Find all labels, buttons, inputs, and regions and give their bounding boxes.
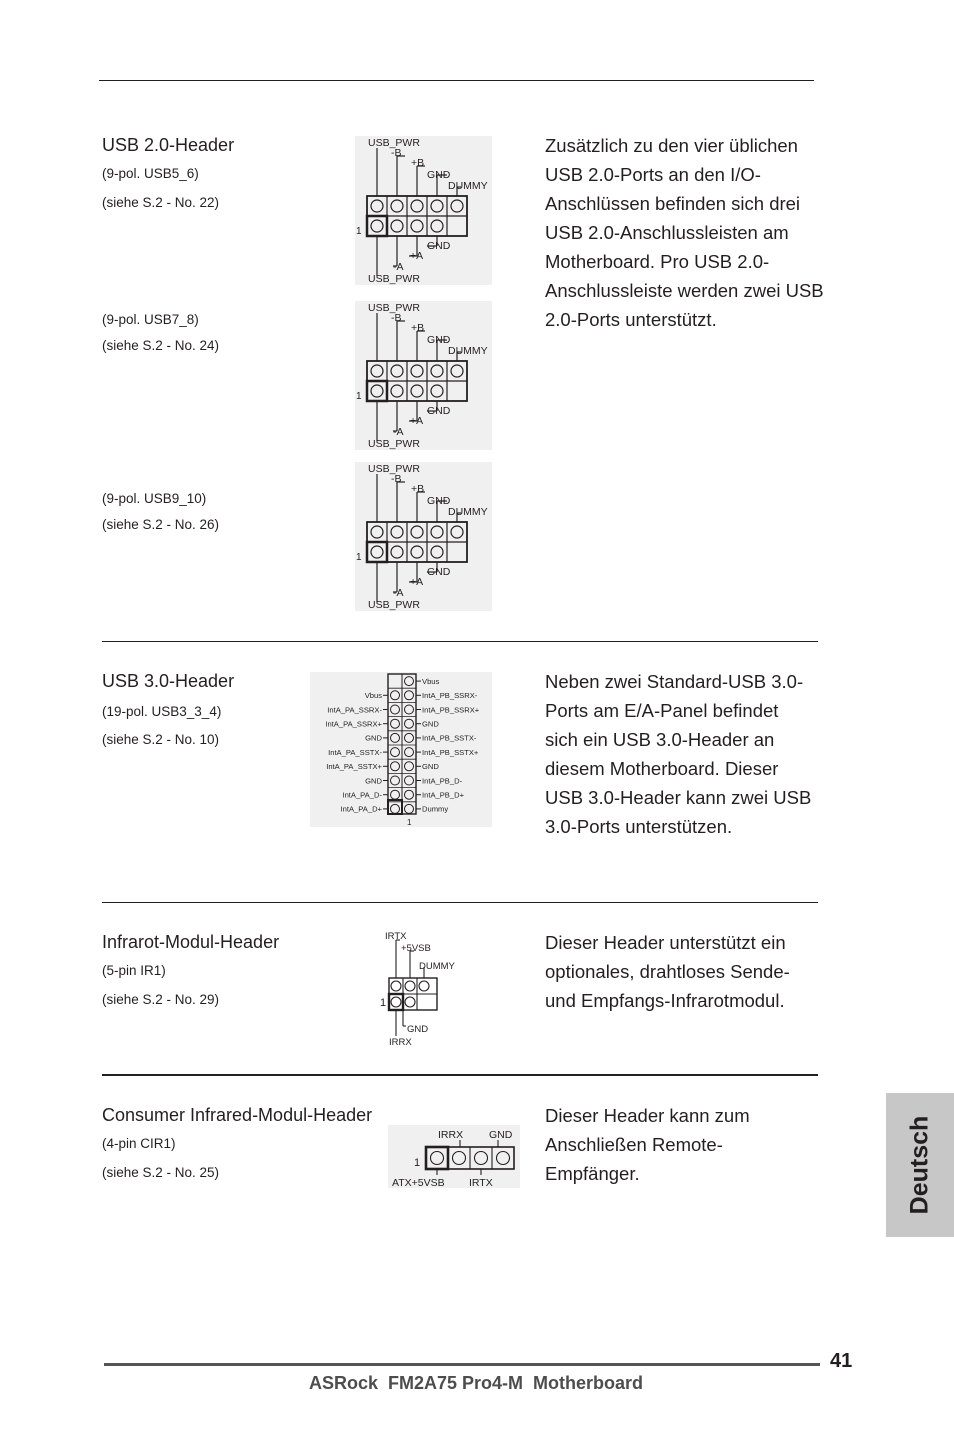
usb3-left-label-2: IntA_PA_SSRX-	[327, 705, 382, 715]
usb2-ref-3: (siehe S.2 - No. 26)	[102, 517, 220, 532]
dummy-label: DUMMY	[448, 345, 488, 357]
pin1-label: 1	[356, 391, 362, 402]
usb3-right-label-9: IntA_PB_D+	[422, 790, 465, 800]
gnd-bottom-label: GND	[427, 566, 451, 578]
usb3-right-label-6: IntA_PB_SSTX+	[422, 747, 479, 757]
plus-b-label: +B	[411, 322, 425, 334]
plus-b-label: +B	[411, 157, 425, 169]
ir-dummy-label: DUMMY	[419, 961, 455, 972]
cir-pin1-label: 1	[414, 1157, 421, 1169]
plus-a-label: +A	[410, 576, 424, 588]
usb3-pinout-diagram	[310, 672, 492, 827]
usb3-pin1-label: 1	[407, 818, 412, 827]
usb3-right-label-4: GND	[422, 719, 439, 729]
usb3-left-label-9: IntA_PA_D+	[340, 804, 382, 814]
minus-a-label: -A	[393, 261, 404, 273]
usb3-pin-left-2	[391, 705, 400, 714]
gnd-top-label: GND	[427, 169, 451, 181]
minus-b-label: -B	[391, 147, 402, 159]
cir-ref: (siehe S.2 - No. 25)	[102, 1165, 220, 1180]
cir-pinout-diagram	[388, 1125, 520, 1188]
usb3-left-label-5: IntA_PA_SSTX-	[328, 747, 382, 757]
usb2-ref-2: (siehe S.2 - No. 24)	[102, 338, 220, 353]
usb3-pin-left-6	[391, 762, 400, 771]
plus-a-label: +A	[410, 250, 424, 262]
pin1-label: 1	[356, 226, 362, 237]
usb3-pin-left-7	[391, 776, 400, 785]
ir-description: Dieser Header unterstützt ein optionales, drahtloses Sende- und Empfangs-Infrarotmodul.	[545, 932, 790, 1011]
usb3-pin-right-9	[405, 790, 414, 799]
ir-irtx-label: IRTX	[385, 931, 407, 942]
usb-pwr-bottom-label: USB_PWR	[368, 438, 420, 450]
usb3-right-label-8: IntA_PB_D-	[422, 776, 463, 786]
usb3-pin-left-8	[391, 790, 400, 799]
cir-irtx-label: IRTX	[469, 1177, 493, 1188]
gnd-bottom-label: GND	[427, 405, 451, 417]
usb3-right-label-7: GND	[422, 762, 439, 772]
ir-pinout-diagram	[376, 930, 470, 1048]
cir-description: Dieser Header kann zum Anschließen Remote-Empfänger.	[545, 1105, 750, 1184]
usb-pwr-bottom-label: USB_PWR	[368, 273, 420, 285]
usb3-pin-left-1	[391, 691, 400, 700]
usb3-right-label-3: IntA_PB_SSRX+	[422, 705, 480, 715]
usb3-pin-left-4	[391, 733, 400, 742]
ir-irrx-label: IRRX	[389, 1037, 412, 1048]
usb3-pin-right-10	[405, 804, 414, 813]
usb2-pins-2: (9-pol. USB7_8)	[102, 312, 199, 327]
usb3-pin-left-9	[391, 804, 400, 813]
usb3-left-label-7: GND	[365, 776, 382, 786]
usb3-pin-right-5	[405, 733, 414, 742]
dummy-label: DUMMY	[448, 506, 488, 518]
plus-a-label: +A	[410, 415, 424, 427]
divider-2	[102, 902, 818, 903]
minus-a-label: -A	[393, 426, 404, 438]
gnd-top-label: GND	[427, 334, 451, 346]
usb3-ref: (siehe S.2 - No. 10)	[102, 732, 220, 747]
top-rule	[99, 80, 814, 81]
divider-3	[102, 1074, 818, 1076]
footer-product: ASRock FM2A75 Pro4-M Motherboard	[308, 1373, 644, 1393]
plus-b-label: +B	[411, 483, 425, 495]
usb-pwr-bottom-label: USB_PWR	[368, 599, 420, 611]
usb3-pin-left-3	[391, 719, 400, 728]
usb3-right-label-1: Vbus	[422, 676, 440, 686]
usb3-pin-right-8	[405, 776, 414, 785]
dummy-label: DUMMY	[448, 180, 488, 192]
usb-pwr-top-label: USB_PWR	[368, 302, 420, 314]
usb3-left-label-8: IntA_PA_D-	[342, 790, 382, 800]
usb3-description: Neben zwei Standard-USB 3.0-Ports am E/A-Panel befindet sich ein USB 3.0-Header an diesem Motherboard. Dieser USB 3.0-Header kann zwei USB 3.0-Ports unterstützen.	[545, 671, 812, 837]
usb2-pinout-diagram-2	[355, 301, 492, 450]
ir-pins: (5-pin IR1)	[102, 963, 166, 978]
usb3-pin-left-5	[391, 748, 400, 757]
cir-irrx-label: IRRX	[438, 1129, 464, 1141]
ir-pin1-label: 1	[380, 997, 387, 1009]
usb2-description: Zusätzlich zu den vier üblichen USB 2.0-Ports an den I/O-Anschlüssen befinden sich drei USB 2.0-Anschlussleisten am Motherboard. Pro USB 2.0-Anschlussleiste werden zwei USB 2.0-Ports unterstützt.	[545, 135, 824, 330]
cir-title: Consumer Infrared-Modul-Header	[102, 1105, 373, 1125]
usb2-ref-1: (siehe S.2 - No. 22)	[102, 195, 220, 210]
usb-pwr-top-label: USB_PWR	[368, 137, 420, 149]
usb3-left-label-3: IntA_PA_SSRX+	[325, 719, 382, 729]
gnd-bottom-label: GND	[427, 240, 451, 252]
language-tab-label: Deutsch	[905, 1115, 934, 1215]
usb3-pin-right-1	[405, 677, 414, 686]
usb3-right-label-10: Dummy	[422, 804, 449, 814]
ir-title: Infrarot-Modul-Header	[102, 932, 280, 952]
usb3-pin-right-7	[405, 762, 414, 771]
page-number: 41	[830, 1350, 853, 1372]
usb3-title: USB 3.0-Header	[102, 671, 235, 691]
usb3-pins: (19-pol. USB3_3_4)	[102, 704, 222, 719]
ir-ref: (siehe S.2 - No. 29)	[102, 992, 220, 1007]
footer-rule	[104, 1363, 820, 1366]
cir-pins: (4-pin CIR1)	[102, 1136, 176, 1151]
usb3-right-label-2: IntA_PB_SSRX-	[422, 691, 478, 701]
ir-5vsb-label: +5VSB	[401, 943, 431, 954]
usb2-pinout-diagram-1	[355, 136, 492, 285]
minus-b-label: -B	[391, 473, 402, 485]
usb2-pinout-diagram-3	[355, 462, 492, 611]
usb3-pin-right-4	[405, 719, 414, 728]
usb3-pin-right-2	[405, 691, 414, 700]
usb3-left-label-6: IntA_PA_SSTX+	[326, 762, 382, 772]
usb2-pins-3: (9-pol. USB9_10)	[102, 491, 207, 506]
gnd-top-label: GND	[427, 495, 451, 507]
usb3-left-label-1: Vbus	[364, 691, 382, 701]
usb2-title: USB 2.0-Header	[102, 135, 235, 155]
minus-a-label: -A	[393, 587, 404, 599]
usb3-left-label-4: GND	[365, 733, 382, 743]
usb-pwr-top-label: USB_PWR	[368, 463, 420, 475]
usb3-pin-right-6	[405, 748, 414, 757]
ir-gnd-label: GND	[407, 1024, 429, 1035]
pin1-label: 1	[356, 552, 362, 563]
cir-atx-label: ATX+5VSB	[392, 1177, 445, 1188]
usb3-pin-right-3	[405, 705, 414, 714]
usb3-right-label-5: IntA_PB_SSTX-	[422, 733, 477, 743]
language-tab	[886, 1093, 954, 1237]
minus-b-label: -B	[391, 312, 402, 324]
cir-gnd-label: GND	[489, 1129, 513, 1141]
divider-1	[102, 641, 818, 642]
usb2-pins-1: (9-pol. USB5_6)	[102, 166, 199, 181]
